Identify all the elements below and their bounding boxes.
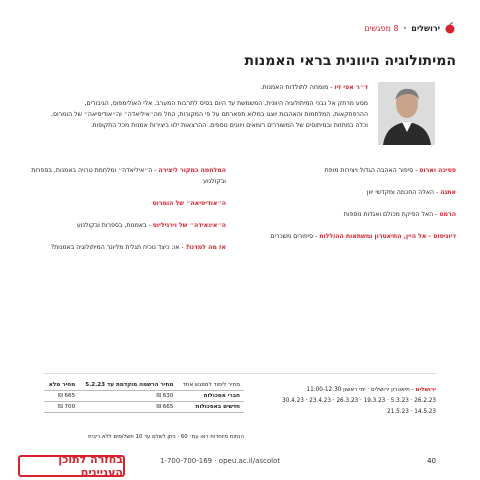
topic-item [256,209,456,220]
price-col-early: מחיר הרשמה מוקדמת עד 5.2.23 [79,380,177,391]
table-row [44,402,244,413]
topic-title: הרמס [439,211,456,218]
header-category: 8 מפגשים [364,23,399,33]
topic-item [26,198,226,209]
lecturer-line [260,84,368,91]
price-early: 630 ₪ [79,391,177,402]
lecturer-name: ד״ר אפי זיו [334,84,368,91]
course-description: מסע מרתק אל נבכי המיתולוגיה היוונית, המשמשת עד היום בסיס לתרבות המערב. אלי האולימפוס, הגיבורים, ההרפתקאות, המלחמות והאהבות יוצגו במלוא תפארתם על פי המקורות, החל מה״איליאדה״ וה״אודיסיאה״ של הומרוס, וכלה במחזות ובמיתוסים של המשוררים רומאים ויוונים נוספים. ההרצאות ילוו ביצירות אמנות מכל התקופות. [51,100,368,129]
price-row-label: חדשים באסכולות [177,402,244,413]
topic-text: - באמנות, בספרות ובקולנוע [76,222,153,229]
price-col-full: מחיר מלא [44,380,79,391]
section-divider [44,373,436,374]
schedule-city: ירושלים [415,387,436,393]
topic-item [256,231,456,242]
topic-title: ה״אינאידה״ של וירגיליוס [152,222,226,229]
topic-text: - ה״איליאדה״ ומלחמת טרויה באמנות, בספרות ובקולנוע [31,167,226,185]
schedule [256,385,436,418]
topic-text: - או: כיצד נוכיח תגלית מליונר המיתולוגיה באמנות? [50,244,186,251]
price-full: 665 ₪ [44,391,79,402]
topic-item [256,187,456,198]
footer-contact[interactable]: 1-700-700-169 · opeu.ac.il/ascolot [160,457,281,465]
topic-title: המלחמה כמקור ליצירה [158,167,226,174]
price-table [44,380,244,413]
topic-item [26,242,226,253]
topics-column-left [26,165,226,264]
schedule-venue: - תיאטרון ירושלים · ימי ראשון 11:00-12:30 [306,387,416,393]
schedule-dates: 26.2.23 · 5.3.23 · 19.3.23 · 26.3.23 · 23.4.23 · 30.4.23 [282,398,436,404]
lecturer-description: - מומחה לתולדות האמנות. [260,84,335,91]
price-note: הנחות מיוחדות ראו עמ׳ 60 · ניתן לשלם עד 10 תשלומים ללא ריבית [88,434,244,440]
schedule-dates: 14.5.23 · 21.5.23 [387,409,436,415]
back-to-contents-button[interactable] [18,455,125,477]
topic-item [26,220,226,231]
topic-text: - סיפור האהבה הגדול ויצירות מופת [324,167,420,174]
page-title: המיתולוגיה היוונית בראי האמנות [244,53,456,69]
topic-item [256,165,456,176]
header-separator: • [402,23,408,33]
price-row-label: חברי אסכולות [177,391,244,402]
price-table-header [44,380,244,391]
schedule-venue-line [256,385,436,396]
header-city: ירושלים [411,23,440,33]
topic-text: - האל הפיקח מכולם ואגדות נוספות [343,211,440,218]
table-row [44,391,244,402]
back-to-contents-label: בחזרה לתוכן העניינים [58,453,123,479]
topic-title: אתנה [440,189,456,196]
topics-column-right [256,165,456,253]
topic-text: - סיפורים משכרים [270,233,320,240]
apple-icon [444,22,456,34]
price-col-label: מחיר לימוד למפגש אחד [177,380,244,391]
lecturer-portrait [378,82,435,145]
price-full: 700 ₪ [44,402,79,413]
portrait-image [378,82,435,145]
topic-title: פסיכה וארוס [419,167,456,174]
page-number: 40 [427,457,436,465]
topic-title: ה״אודיסיאה״ של הומרוס [152,200,226,207]
topic-title: דיוניסוס - אל היין, התיאטרון ומשתאות ההוללות [319,233,456,240]
top-header [364,22,456,34]
price-early: 665 ₪ [79,402,177,413]
topic-text: - האלה החכמה ומקדשי יוון [366,189,441,196]
topic-item [26,165,226,187]
topic-title: אז מה למדנו? [185,244,226,251]
